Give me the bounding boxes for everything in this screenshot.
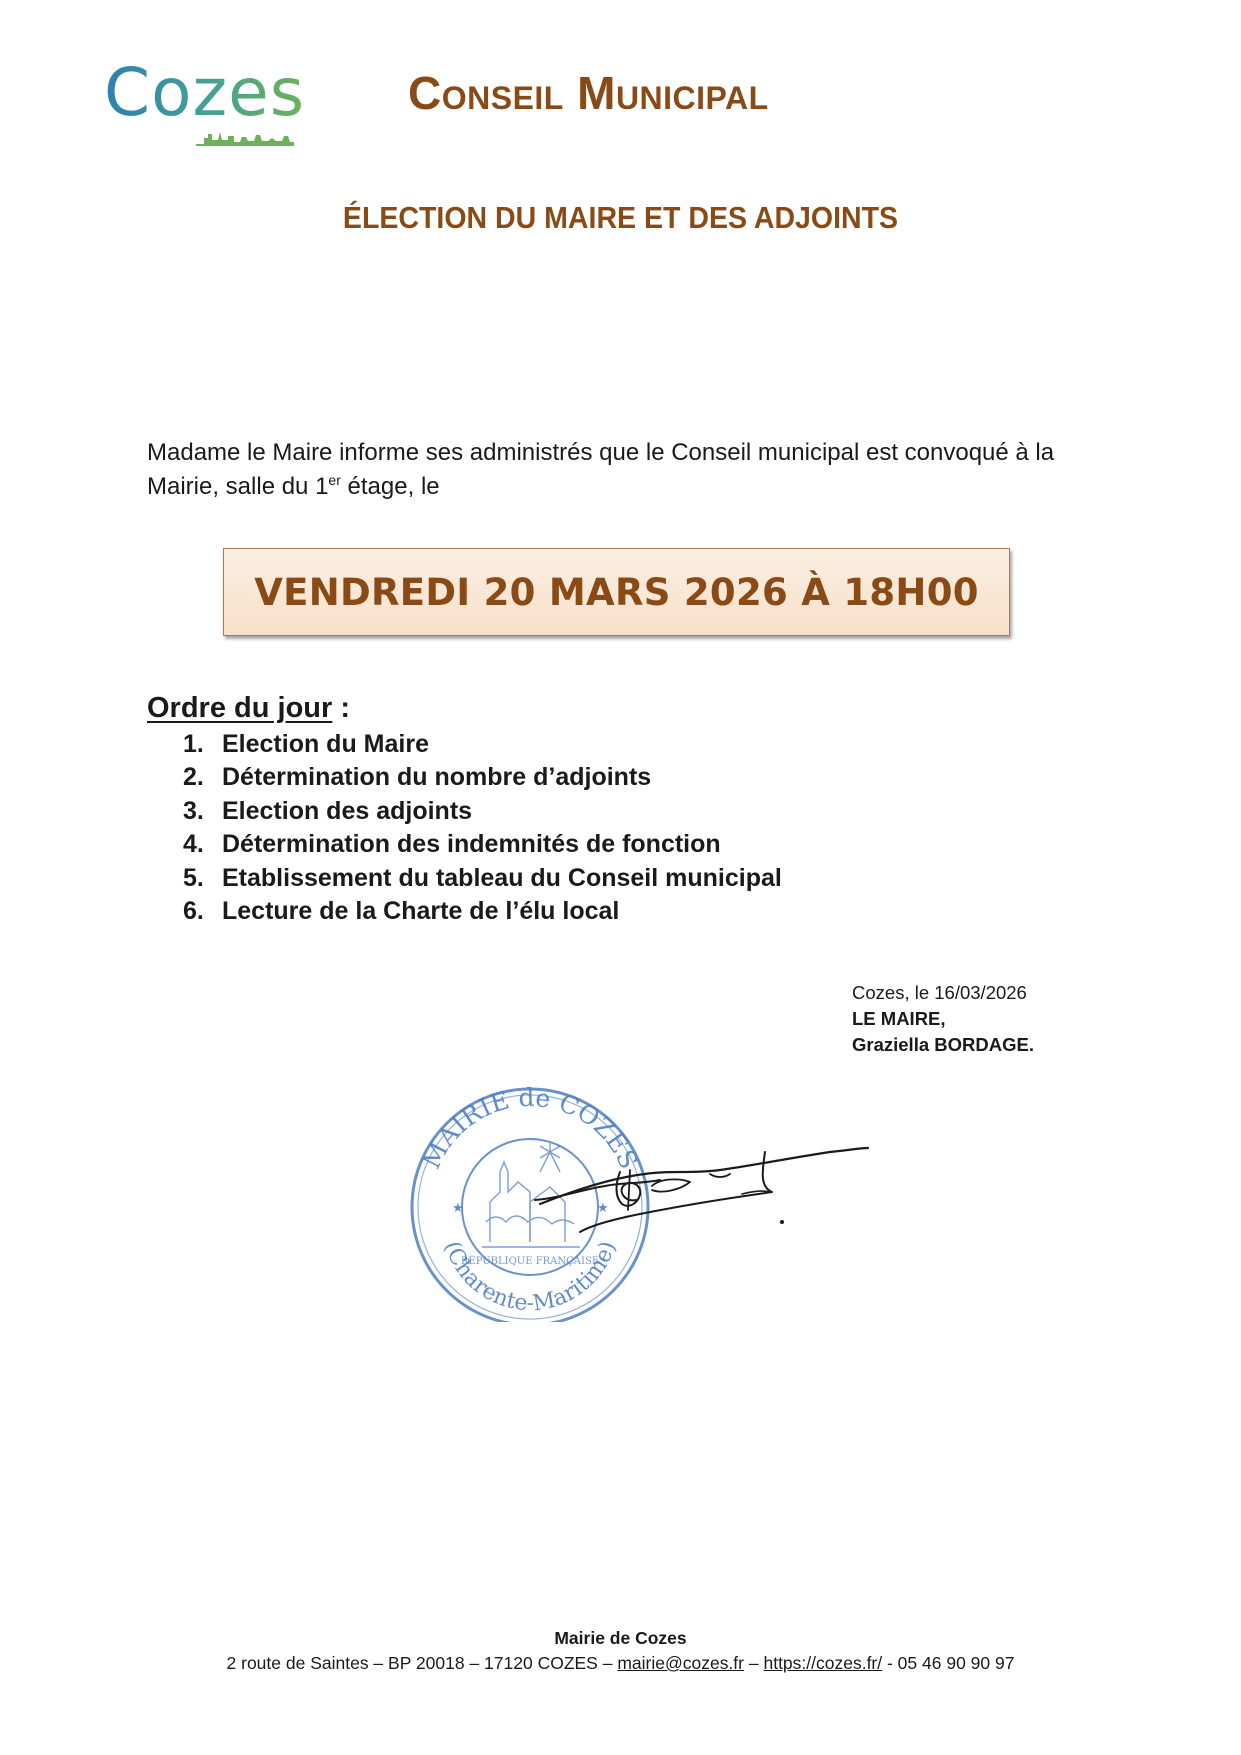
footer-address: 2 route de Saintes – BP 20018 – 17120 COZES – xyxy=(226,1653,618,1673)
agenda-heading-colon: : xyxy=(332,692,351,724)
footer-organization: Mairie de Cozes xyxy=(554,1628,687,1648)
intro-line-1: Madame le Maire informe ses administrés que le Conseil municipal est convoqué à la xyxy=(147,439,1055,466)
agenda-item xyxy=(183,795,782,828)
cozes-logo xyxy=(104,54,334,148)
ordinal-superscript: er xyxy=(328,472,341,488)
agenda-list xyxy=(183,728,782,928)
signature-place-date: Cozes, le 16/03/2026 xyxy=(852,982,1027,1003)
agenda-item-label: Etablissement du tableau du Conseil municipal xyxy=(222,863,782,892)
footer-email-link[interactable]: mairie@cozes.fr xyxy=(617,1653,744,1673)
agenda-item xyxy=(183,828,782,861)
agenda-item-number: 6. xyxy=(183,896,204,925)
agenda-item-number: 5. xyxy=(183,863,204,892)
logo-wordmark: Cozes xyxy=(104,54,306,131)
page-subtitle: ÉLECTION DU MAIRE ET DES ADJOINTS xyxy=(342,200,899,235)
footer-website-link[interactable]: https://cozes.fr/ xyxy=(763,1653,883,1673)
meeting-date-box xyxy=(223,548,1010,636)
signature-block xyxy=(852,980,1034,1058)
signature-name: Graziella BORDAGE. xyxy=(852,1034,1034,1055)
meeting-date-text: VENDREDI 20 MARS 2026 À 18H00 xyxy=(254,570,979,614)
handwritten-signature xyxy=(535,1148,868,1232)
svg-text:★: ★ xyxy=(452,1201,464,1216)
stamp-top-text: MAIRIE de COZES xyxy=(416,1082,644,1174)
footer-phone: - 05 46 90 90 97 xyxy=(882,1653,1015,1673)
footer-separator: – xyxy=(744,1653,764,1673)
signature-role: LE MAIRE, xyxy=(852,1008,946,1029)
agenda-heading-text: Ordre du jour xyxy=(147,692,333,724)
agenda-item-label: Election des adjoints xyxy=(222,796,473,825)
stamp-inner-text: RÉPUBLIQUE FRANÇAISE xyxy=(460,1256,600,1267)
page-title: Conseil Municipal xyxy=(408,67,769,119)
official-stamp-and-signature xyxy=(390,1082,870,1322)
agenda-item-label: Détermination des indemnités de fonction xyxy=(222,830,721,859)
agenda-heading xyxy=(147,692,350,725)
agenda-item xyxy=(183,761,782,794)
agenda-item xyxy=(183,895,782,928)
agenda-item-number: 2. xyxy=(183,763,204,792)
agenda-item-label: Détermination du nombre d’adjoints xyxy=(222,763,652,792)
agenda-item-number: 1. xyxy=(183,730,204,758)
intro-line-2-start: Mairie, salle du 1 xyxy=(147,473,329,500)
agenda-item xyxy=(183,728,782,761)
agenda-item-number: 4. xyxy=(183,830,204,859)
svg-text:★: ★ xyxy=(597,1201,609,1216)
intro-line-2 xyxy=(147,470,1077,504)
intro-line-2-end: étage, le xyxy=(340,473,440,500)
agenda-item xyxy=(183,862,782,895)
agenda-item-label: Lecture de la Charte de l’élu local xyxy=(222,896,620,925)
agenda-item-number: 3. xyxy=(183,796,204,825)
stamp-bottom-text: (Charente-Maritime) xyxy=(438,1238,622,1317)
logo-skyline-graphic xyxy=(196,124,426,148)
footer-contact xyxy=(0,1653,1241,1674)
intro-paragraph xyxy=(147,436,1077,504)
agenda-item-label: Election du Maire xyxy=(222,730,429,758)
